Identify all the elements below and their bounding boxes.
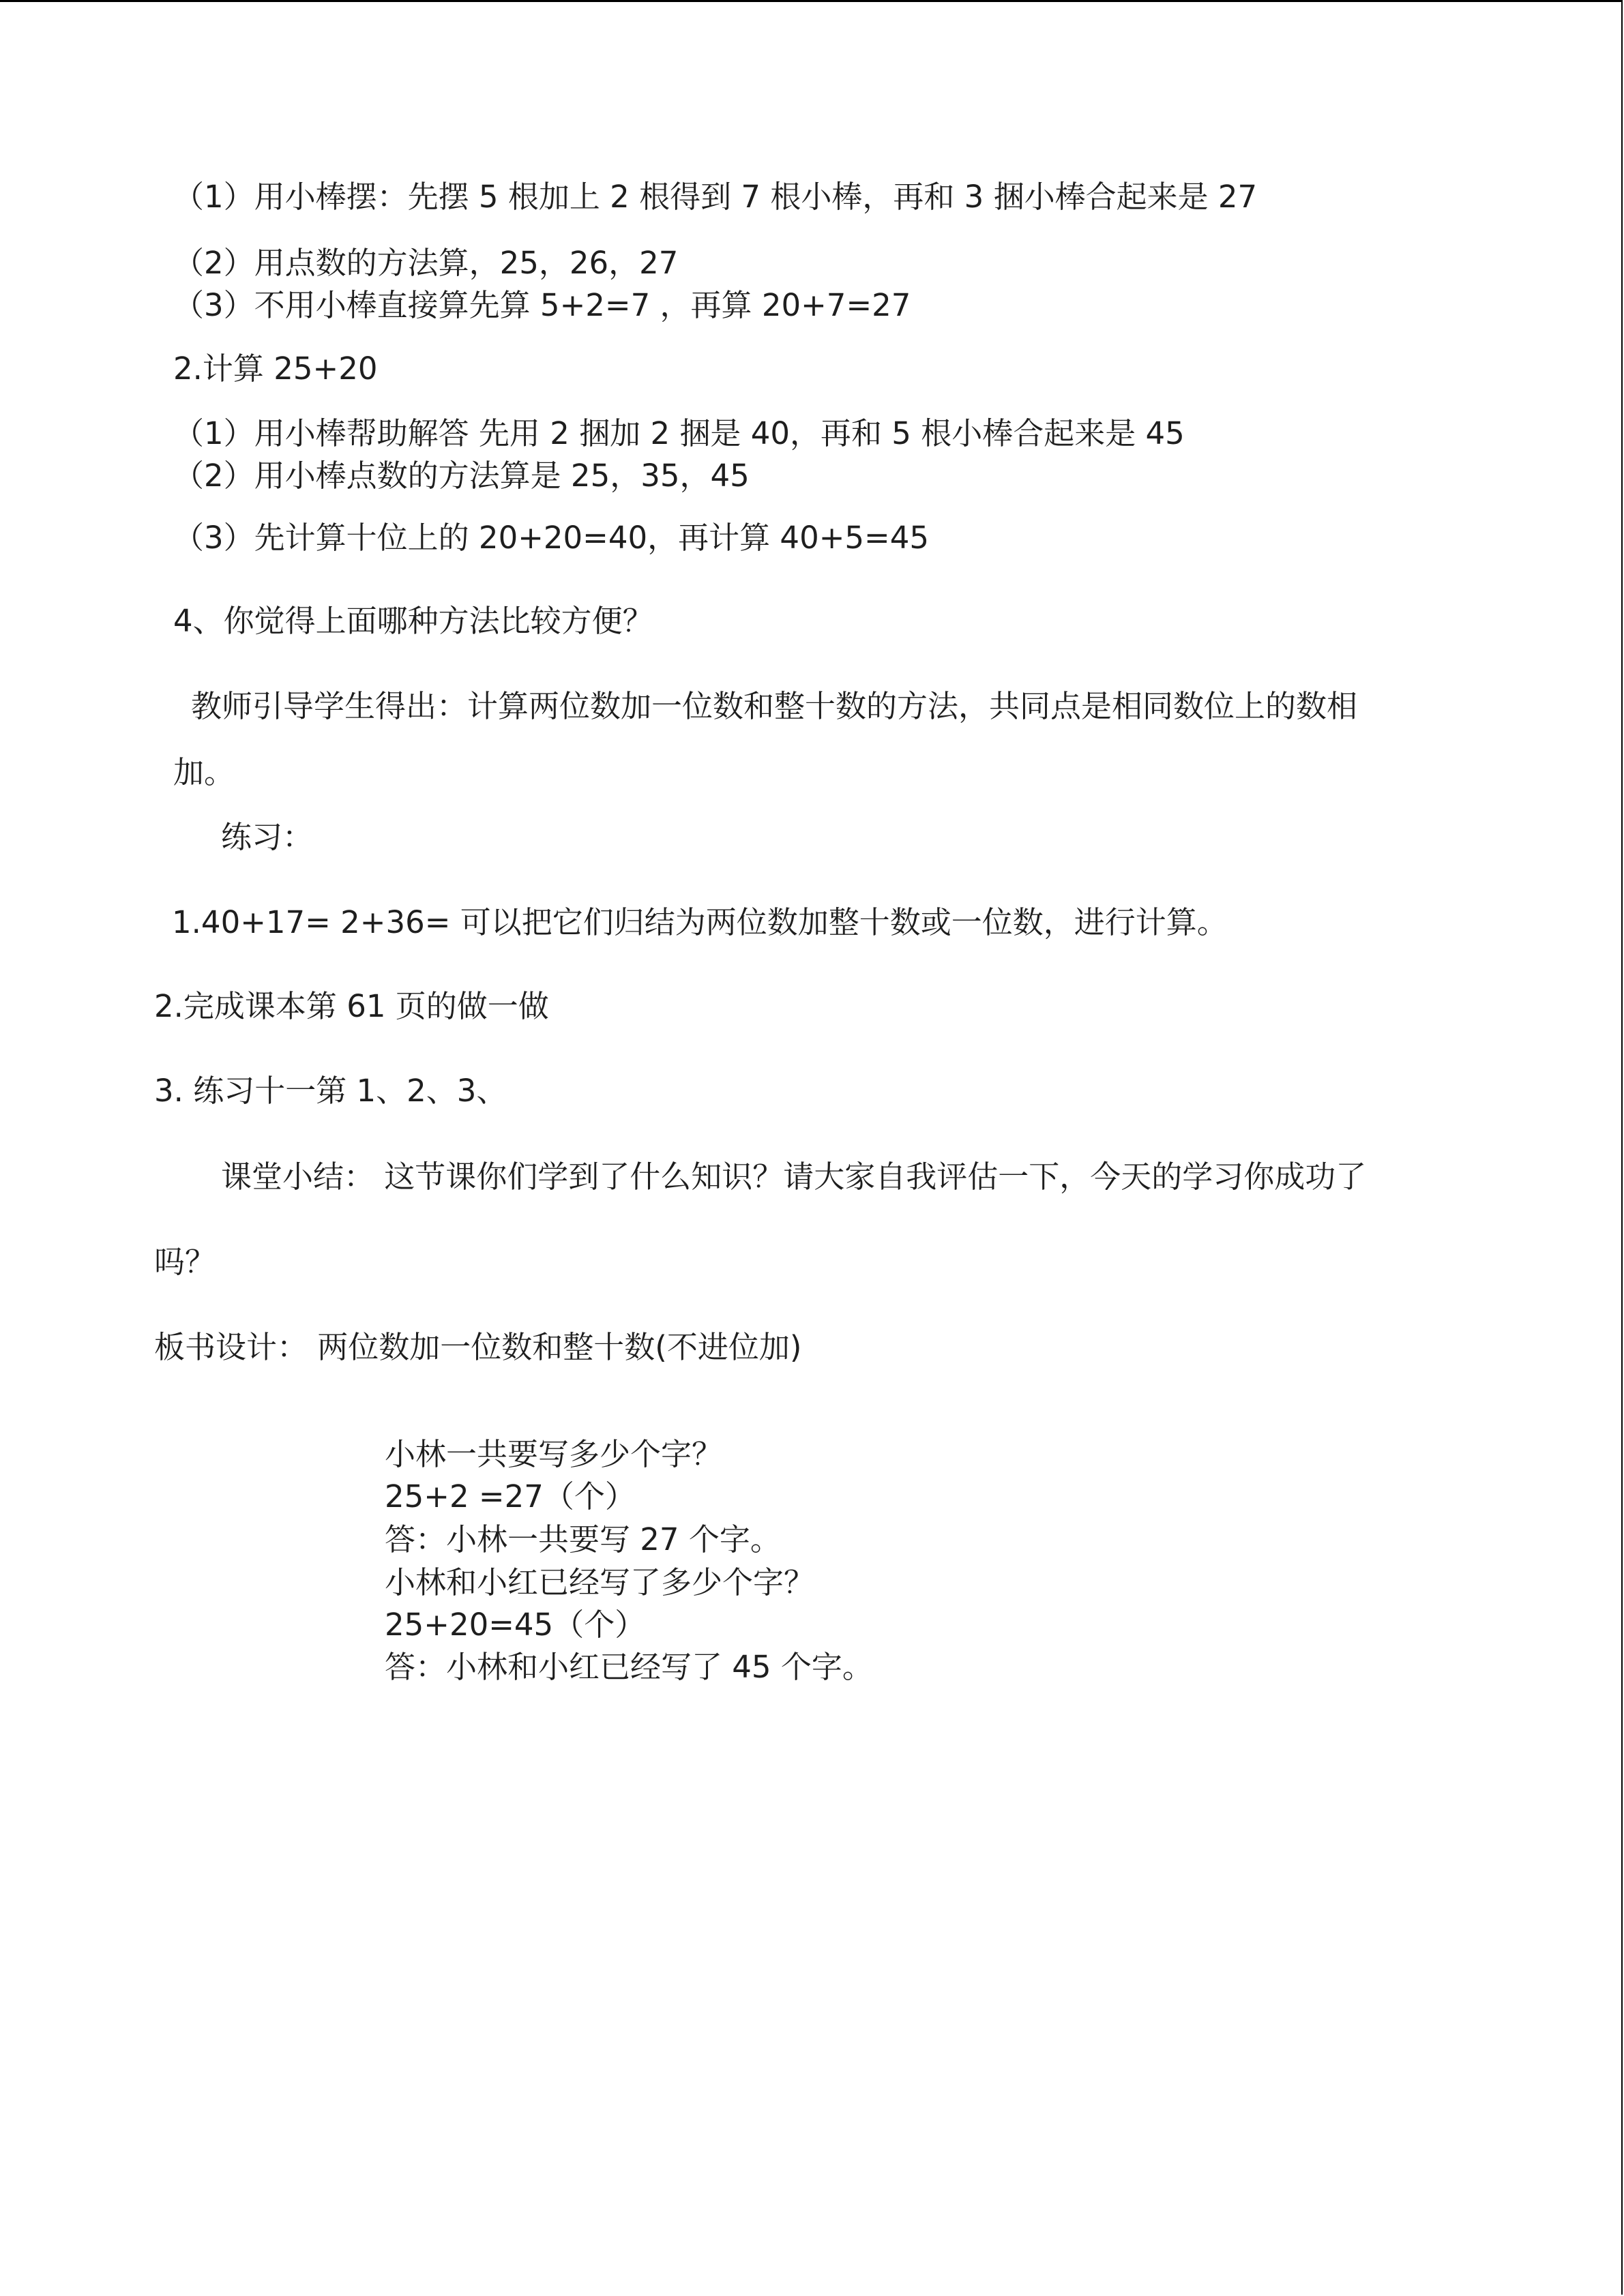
practice-item-2: 2.完成课本第 61 页的做一做 — [154, 988, 549, 1024]
board-design-title: 板书设计： 两位数加一位数和整十数(不进位加) — [154, 1329, 802, 1365]
step-3-direct: （3）不用小棒直接算先算 5+2=7 ，再算 20+7=27 — [173, 287, 911, 323]
heading-compute-25-20: 2.计算 25+20 — [173, 351, 378, 387]
practice-heading: 练习： — [221, 819, 314, 855]
question-which-method: 4、你觉得上面哪种方法比较方便？ — [173, 603, 653, 639]
lesson-summary-end: 吗？ — [154, 1244, 216, 1280]
board-answer-2: 答：小林和小红已经写了 45 个字。 — [385, 1649, 873, 1685]
practice-item-3: 3. 练习十一第 1、2、3、 — [154, 1073, 507, 1109]
board-question-1: 小林一共要写多少个字？ — [385, 1436, 723, 1472]
step-1-bundles: （1）用小棒帮助解答 先用 2 捆加 2 捆是 40，再和 5 根小棒合起来是 45 — [173, 415, 1185, 451]
board-equation-2: 25+20=45（个） — [385, 1607, 646, 1643]
step-2-count-tens: （2）用小棒点数的方法算是 25，35，45 — [173, 458, 750, 494]
teacher-guidance-end: 加。 — [173, 754, 235, 790]
step-3-tens-first: （3）先计算十位上的 20+20=40，再计算 40+5=45 — [173, 520, 929, 556]
step-2-counting: （2）用点数的方法算，25，26，27 — [173, 245, 679, 281]
practice-item-1: 1.40+17= 2+36= 可以把它们归结为两位数加整十数或一位数，进行计算。 — [172, 904, 1228, 940]
lesson-summary: 课堂小结： 这节课你们学到了什么知识？请大家自我评估一下，今天的学习你成功了 — [221, 1159, 1367, 1195]
step-1-sticks: （1）用小棒摆：先摆 5 根加上 2 根得到 7 根小棒，再和 3 捆小棒合起来是 27 — [173, 179, 1258, 215]
board-question-2: 小林和小红已经写了多少个字？ — [385, 1564, 815, 1600]
board-answer-1: 答：小林一共要写 27 个字。 — [385, 1521, 781, 1557]
board-equation-1: 25+2 =27（个） — [385, 1478, 636, 1515]
teacher-guidance: 教师引导学生得出：计算两位数加一位数和整十数的方法，共同点是相同数位上的数相 — [191, 688, 1358, 724]
